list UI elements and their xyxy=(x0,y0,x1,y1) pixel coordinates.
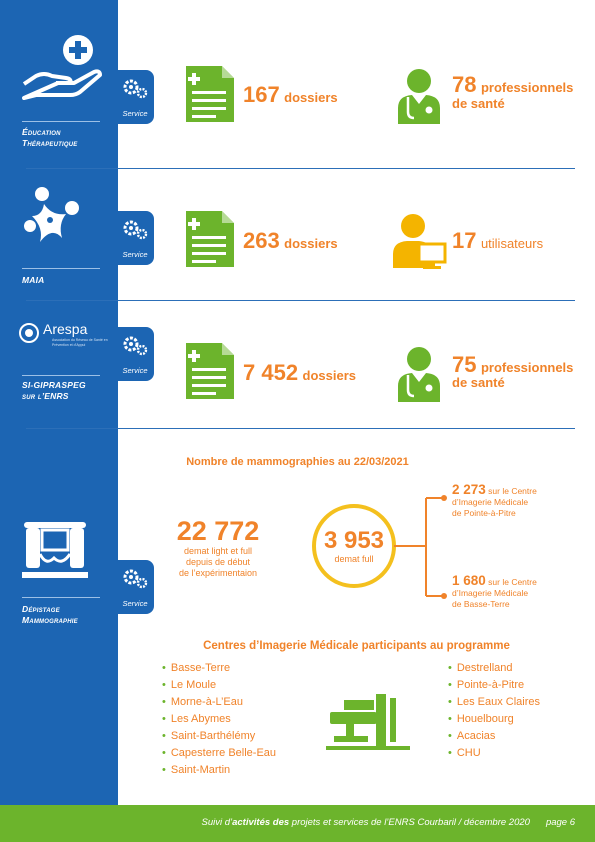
service-tab xyxy=(116,70,154,124)
section-label-line: Mammographie xyxy=(22,615,78,625)
list-item: • Saint-Barthélémy xyxy=(162,728,276,745)
centres-list-left xyxy=(162,660,276,779)
stat-unit: dossiers xyxy=(284,90,338,105)
list-item: • Le Moule xyxy=(162,677,276,694)
stat-utilisateurs-maia xyxy=(452,228,543,254)
section-label-education xyxy=(22,127,77,149)
stat-number: 263 xyxy=(243,228,280,253)
branch-pointe-a-pitre xyxy=(452,484,537,519)
stat-number: 75 xyxy=(452,352,477,377)
arespa-logo xyxy=(18,320,114,360)
section-label-maia xyxy=(22,275,45,286)
list-item: • Morne-à-L’Eau xyxy=(162,694,276,711)
centres-list-right xyxy=(448,660,540,762)
stat-unit: dossiers xyxy=(284,236,338,251)
mammography-icon xyxy=(20,518,90,586)
section-label-sigipraspeg xyxy=(22,380,86,402)
list-item: • Acacias xyxy=(448,728,540,745)
total-desc-line: de l’expérimentaion xyxy=(178,568,258,578)
section-label-depistage xyxy=(22,604,78,626)
footer xyxy=(0,805,595,842)
branch-line: d’Imagerie Médicale xyxy=(452,497,529,507)
centres-title: Centres d’Imagerie Médicale participants au programme xyxy=(203,640,510,652)
footer-part: Suivi d’ xyxy=(201,817,233,828)
list-item: • Pointe-à-Pitre xyxy=(448,677,540,694)
user-computer-icon xyxy=(393,212,447,270)
branch-line: d’Imagerie Médicale xyxy=(452,588,529,598)
arespa-tagline: Association du Réseau de Santé en Prévention et d’Appui xyxy=(52,338,108,347)
section-rule xyxy=(22,121,100,122)
total-number: 22 772 xyxy=(176,516,260,546)
stat-unit-line2: de santé xyxy=(452,375,505,390)
full-number: 3 953 xyxy=(323,527,385,554)
service-tab xyxy=(116,560,154,614)
doctor-icon xyxy=(396,68,442,124)
service-label: Service xyxy=(122,250,148,259)
arespa-emblem-icon xyxy=(18,320,40,346)
stat-unit: professionnels xyxy=(480,80,574,95)
stat-dossiers-education xyxy=(243,82,338,108)
stat-number: 167 xyxy=(243,82,280,107)
scanner-icon xyxy=(326,690,410,752)
stat-dossiers-sigipraspeg xyxy=(243,360,356,386)
section-rule xyxy=(22,268,100,269)
service-label: Service xyxy=(122,366,148,375)
list-item: • Les Abymes xyxy=(162,711,276,728)
list-item: • Les Eaux Claires xyxy=(448,694,540,711)
section-divider xyxy=(26,300,575,301)
list-item: • Basse-Terre xyxy=(162,660,276,677)
service-label: Service xyxy=(122,599,148,608)
footer-bold: des xyxy=(272,817,290,828)
doctor-icon xyxy=(396,346,442,402)
stat-number: 7 452 xyxy=(243,360,299,385)
section-label-line: sur l’ENRS xyxy=(22,391,69,401)
list-item: • CHU xyxy=(448,745,540,762)
document-icon xyxy=(184,209,236,269)
section-divider xyxy=(26,168,575,169)
branch-line: sur le Centre xyxy=(488,486,537,496)
mammography-full xyxy=(314,528,394,565)
section-divider xyxy=(26,428,575,429)
branch-line: sur le Centre xyxy=(488,577,537,587)
branch-line: de Basse-Terre xyxy=(452,599,510,609)
stat-number: 78 xyxy=(452,72,477,97)
full-label: demat full xyxy=(334,554,374,564)
stat-number: 17 xyxy=(452,228,477,253)
section-label-line: Dépistage xyxy=(22,604,60,614)
section-label-line: SI-GIPRASPEG xyxy=(22,380,86,390)
section-label-line: Éducation xyxy=(22,127,61,137)
gears-icon xyxy=(122,567,148,589)
mammography-title: Nombre de mammographies au 22/03/2021 xyxy=(186,456,409,468)
total-desc-line: demat light et full xyxy=(183,546,253,556)
arespa-name: Arespa xyxy=(43,321,88,337)
service-tab xyxy=(116,211,154,265)
mammography-total xyxy=(158,516,278,579)
total-desc-line: depuis de début xyxy=(185,557,251,567)
branch-number: 1 680 xyxy=(452,573,486,588)
hand-care-icon xyxy=(22,32,106,102)
document-icon xyxy=(184,64,236,124)
page-number: page 6 xyxy=(545,817,575,828)
gears-icon xyxy=(122,77,148,99)
list-item: • Saint-Martin xyxy=(162,762,276,779)
stat-professionnels-education xyxy=(452,72,573,98)
people-network-icon xyxy=(22,186,84,250)
service-tab xyxy=(116,327,154,381)
service-label: Service xyxy=(122,109,148,118)
footer-part: projets et services de l’ENRS Courbaril / décembre 2020 xyxy=(289,817,530,828)
stat-unit: utilisateurs xyxy=(480,236,544,251)
list-item: • Houelbourg xyxy=(448,711,540,728)
footer-bold: activités xyxy=(232,817,271,828)
list-item: • Destrelland xyxy=(448,660,540,677)
stat-dossiers-maia xyxy=(243,228,338,254)
branch-number: 2 273 xyxy=(452,482,486,497)
section-label-line: MAIA xyxy=(22,275,45,285)
footer-text xyxy=(201,817,575,828)
stat-unit: professionnels xyxy=(480,360,574,375)
gears-icon xyxy=(122,218,148,240)
branch-line: de Pointe-à-Pitre xyxy=(452,508,516,518)
stat-unit-line2: de santé xyxy=(452,96,505,111)
stat-unit: dossiers xyxy=(302,368,356,383)
section-label-line: Thérapeutique xyxy=(22,138,78,148)
gears-icon xyxy=(122,334,148,356)
section-rule xyxy=(22,597,100,598)
document-icon xyxy=(184,341,236,401)
section-rule xyxy=(22,375,100,376)
branch-basse-terre xyxy=(452,575,537,610)
list-item: • Capesterre Belle-Eau xyxy=(162,745,276,762)
